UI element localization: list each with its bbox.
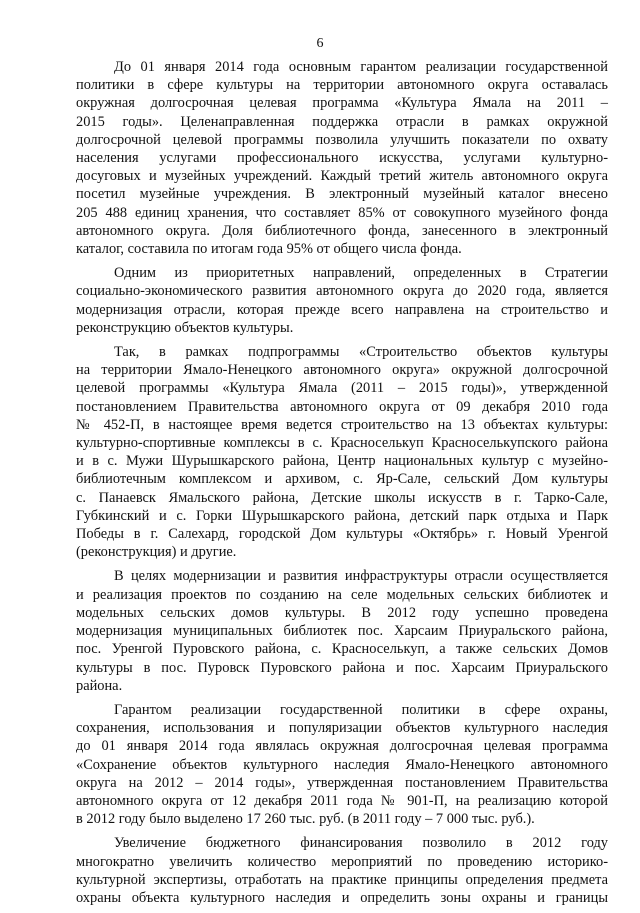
text-line: в 2012 году было выделено 17 260 тыс. руб. (в 2011 году – 7 000 тыс. руб.). xyxy=(76,811,535,828)
text-line: постановлением Правительства автономного округа от 09 декабря 2010 года xyxy=(76,398,608,415)
text-line: модернизация отрасли, которая прежде всего направлена на строительство и xyxy=(76,301,608,318)
text-line: Победы в г. Салехард, городской Дом культуры «Октябрь» г. Новый Уренгой xyxy=(76,526,608,543)
text-line: с. Панаевск Ямальского района, Детские школы искусств в г. Тарко-Сале, xyxy=(76,489,608,506)
text-line: округа на 2012 – 2014 годы», утвержденная постановлением Правительства xyxy=(76,774,608,791)
text-line: Гарантом реализации государственной политики в сфере охраны, xyxy=(114,701,608,718)
paragraph xyxy=(76,343,608,561)
paragraph xyxy=(76,834,608,907)
page-number: 6 xyxy=(316,36,324,51)
text-line: реконструкцию объектов культуры. xyxy=(76,319,294,336)
text-line: (реконструкция) и другие. xyxy=(76,544,237,561)
text-line: до 01 января 2014 года являлась окружная долгосрочная целевая программа xyxy=(76,738,608,755)
text-line: долгосрочной целевой программы позволила улучшить показатели по охвату xyxy=(76,131,608,148)
text-line: № 452-П, в настоящее время ведется строительство на 13 объектах культуры: xyxy=(76,416,608,433)
text-line: Увеличение бюджетного финансирования позволило в 2012 году xyxy=(114,835,608,852)
text-line: сохранения, использования и популяризации объектов культурного наследия xyxy=(76,720,608,737)
text-line: пос. Уренгой Пуровского района, с. Красноселькуп, а также сельских Домов xyxy=(76,641,608,658)
text-line: Губкинский и с. Горки Шурышкарского района, детский парк отдыха и Парк xyxy=(76,507,608,524)
text-line: библиотечным комплексом и архивом, с. Яр-Сале, сельский Дом культуры xyxy=(76,471,608,488)
text-line: автономного округа от 12 декабря 2011 года № 901-П, на реализацию которой xyxy=(76,792,608,809)
text-line: района. xyxy=(76,677,123,694)
text-line: В целях модернизации и развития инфраструктуры отрасли осуществляется xyxy=(114,568,608,585)
paragraph xyxy=(76,264,608,337)
text-line: Так, в рамках подпрограммы «Строительство объектов культуры xyxy=(114,344,608,361)
text-line: культуры в пос. Пуровск Пуровского района и пос. Харсаим Приуральского xyxy=(76,659,608,676)
text-line: автономного округа. Доля библиотечного фонда, занесенного в электронный xyxy=(76,222,608,239)
text-line: До 01 января 2014 года основным гарантом реализации государственной xyxy=(114,59,608,75)
text-line: 205 488 единиц хранения, что составляет 85% от совокупного музейного фонда xyxy=(76,204,608,221)
text-line: досуговых и музейных учреждений. Каждый третий житель автономного округа xyxy=(76,168,608,185)
text-line: многократно увеличить количество мероприятий по проведению историко- xyxy=(76,853,608,870)
text-line: окружная долгосрочная целевая программа «Культура Ямала на 2011 – xyxy=(76,95,608,112)
text-line: на территории Ямало-Ненецкого автономного округа» окружной долгосрочной xyxy=(76,362,608,379)
text-line: и реализация проектов по созданию на селе модельных сельских библиотек и xyxy=(76,586,608,603)
text-line: населения услугами профессионального искусства, услугами культурно- xyxy=(76,150,608,167)
paragraph xyxy=(76,567,608,694)
text-line: посетил музейные учреждения. В электронный музейный каталог внесено xyxy=(76,186,608,203)
text-line: охраны объекта культурного наследия и определить зоны охраны и границы xyxy=(76,889,608,906)
text-line: целевой программы «Культура Ямала (2011 – 2015 годы)», утвержденной xyxy=(76,380,608,397)
text-line: культурной экспертизы, отработать на практике принципы определения предмета xyxy=(76,871,608,888)
text-line: модернизация муниципальных библиотек пос. Харсаим Приуральского района, xyxy=(76,623,608,640)
text-line: «Сохранение объектов культурного наследия Ямало-Ненецкого автономного xyxy=(76,756,608,773)
text-line: культурно-спортивные комплексы в с. Красноселькуп Красноселькупского района xyxy=(76,435,608,452)
paragraph xyxy=(76,58,608,258)
text-line: политики в сфере культуры на территории автономного округа оставалась xyxy=(76,77,608,94)
text-line: Одним из приоритетных направлений, определенных в Стратегии xyxy=(114,265,608,282)
text-line: каталог, составила по итогам года 95% от общего числа фонда. xyxy=(76,241,462,258)
document-body xyxy=(76,58,608,913)
text-line: модельных сельских домов культуры. В 2012 году успешно проведена xyxy=(76,604,608,621)
text-line: 2015 годы». Целенаправленная поддержка отрасли в рамках окружной xyxy=(76,113,608,130)
text-line: социально-экономического развития автономного округа до 2020 года, является xyxy=(76,283,608,300)
text-line: и в с. Мужи Шурышкарского района, Центр национальных культур с музейно- xyxy=(76,453,608,470)
paragraph xyxy=(76,701,608,828)
